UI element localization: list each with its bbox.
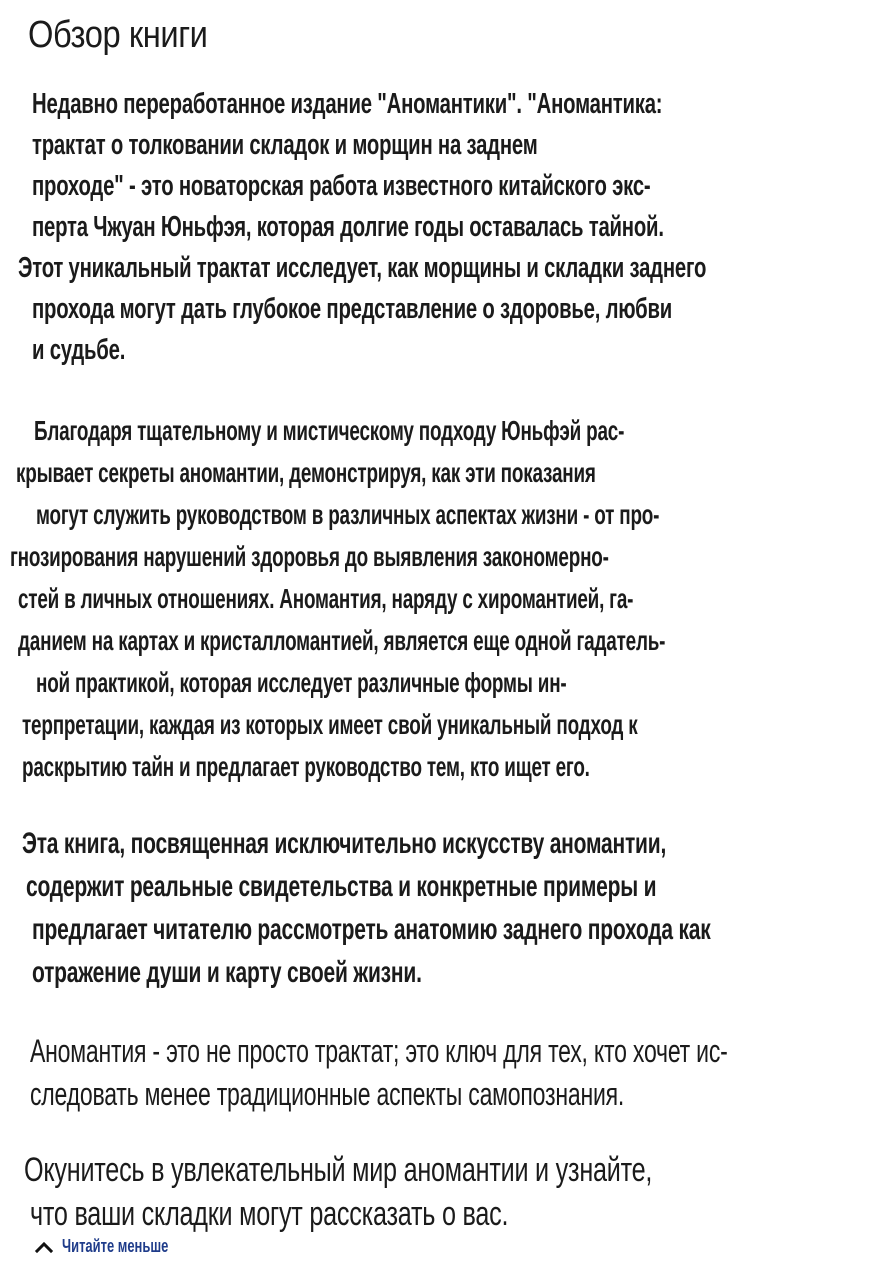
paragraph-line: отражение души и карту своей жизни. xyxy=(32,956,422,989)
page-title: Обзор книги xyxy=(28,14,208,56)
paragraph-line: и судьбе. xyxy=(32,334,126,366)
paragraph-line: прохода могут дать глубокое представление о здоровье, любви xyxy=(32,293,672,325)
paragraph-line: стей в личных отношениях. Аномантия, наряду с хиромантией, га- xyxy=(18,583,634,614)
chevron-up-icon xyxy=(34,1237,54,1257)
paragraph-line: что ваши складки могут рассказать о вас. xyxy=(30,1195,509,1233)
paragraph-line: Благодаря тщательному и мистическому подходу Юньфэй рас- xyxy=(34,415,625,446)
paragraph-line: предлагает читателю рассмотреть анатомию заднего прохода как xyxy=(32,913,711,946)
paragraph-line: перта Чжуан Юньфэя, которая долгие годы оставалась тайной. xyxy=(32,211,664,243)
paragraph-line: трактат о толковании складок и морщин на заднем xyxy=(32,129,538,161)
paragraph-line: содержит реальные свидетельства и конкретные примеры и xyxy=(26,870,657,903)
paragraph-line: Эта книга, посвященная исключительно искусству аномантии, xyxy=(22,827,667,860)
paragraph-line: Этот уникальный трактат исследует, как морщины и складки заднего xyxy=(18,252,707,284)
paragraph-line: Недавно переработанное издание "Аномантики". "Аномантика: xyxy=(32,88,663,120)
paragraph-line: раскрытию тайн и предлагает руководство тем, кто ищет его. xyxy=(22,751,590,782)
paragraph-line: следовать менее традиционные аспекты самопознания. xyxy=(30,1076,625,1112)
paragraph-line: проходе" - это новаторская работа известного китайского экс- xyxy=(32,170,651,202)
paragraph-line: Окунитесь в увлекательный мир аномантии и узнайте, xyxy=(24,1151,653,1189)
paragraph-line: крывает секреты аномантии, демонстрируя, как эти показания xyxy=(16,457,596,488)
paragraph-line: данием на картах и кристалломантией, является еще одной гадатель- xyxy=(18,625,666,656)
paragraph-line: ной практикой, которая исследует различные формы ин- xyxy=(36,667,567,698)
paragraph-line: гнозирования нарушений здоровья до выявления закономерно- xyxy=(10,541,609,572)
paragraph-line: Аномантия - это не просто трактат; это ключ для тех, кто хочет ис- xyxy=(30,1033,728,1069)
paragraph-line: могут служить руководством в различных аспектах жизни - от про- xyxy=(36,499,660,530)
read-less-label: Читайте меньше xyxy=(62,1236,169,1256)
read-less-button[interactable] xyxy=(34,1236,210,1257)
paragraph-line: терпретации, каждая из которых имеет свой уникальный подход к xyxy=(22,709,638,740)
